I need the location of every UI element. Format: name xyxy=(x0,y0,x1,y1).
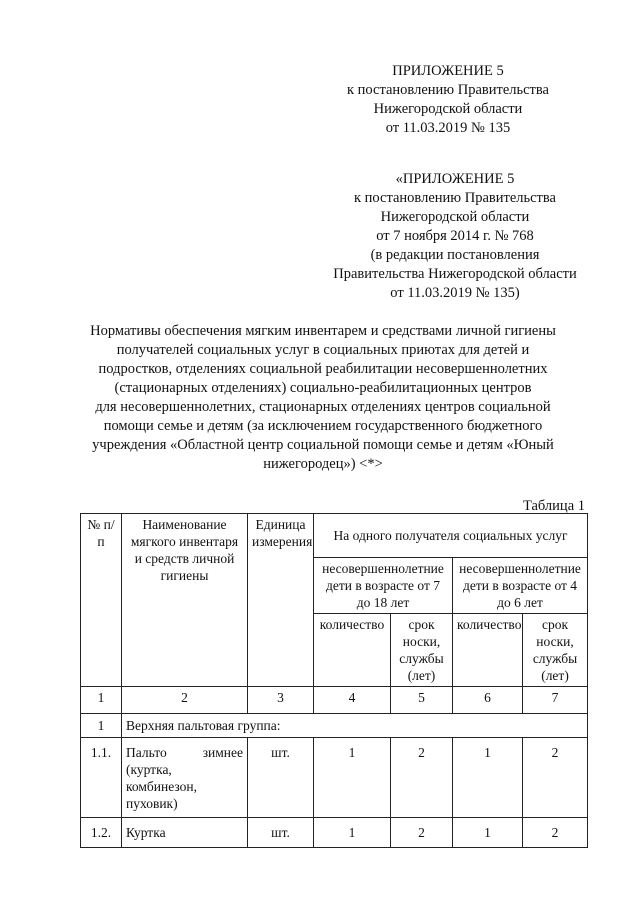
header-group-4-6: несовершеннолетние дети в возрасте от 4 до 6 лет xyxy=(453,558,588,614)
title-line: (стационарных отделениях) социально-реабилитационных центров xyxy=(114,380,532,396)
row-num: 1.1. xyxy=(81,738,122,818)
row-term: 2 xyxy=(391,818,453,848)
row-name-part: Пальто xyxy=(126,745,167,760)
column-number: 2 xyxy=(122,687,248,714)
header-qty: количество xyxy=(314,614,391,687)
header-qty: количество xyxy=(453,614,523,687)
header-term: срок носки, службы (лет) xyxy=(523,614,588,687)
appendix-title: ПРИЛОЖЕНИЕ 5 xyxy=(392,63,504,79)
header-term: срок носки, службы (лет) xyxy=(391,614,453,687)
title-line: помощи семье и детям (за исключением государственного бюджетного xyxy=(103,418,543,434)
row-num: 1.2. xyxy=(81,818,122,848)
title-line: нижегородец») <*> xyxy=(263,456,383,472)
title-line: получателей социальных услуг в социальных приютах для детей и xyxy=(116,342,530,358)
row-name xyxy=(122,738,248,818)
document-title xyxy=(78,322,568,474)
row-term: 2 xyxy=(523,818,588,848)
row-qty: 1 xyxy=(314,738,391,818)
row-name-rest: (куртка, комбинезон, пуховик) xyxy=(126,762,197,811)
row-qty: 1 xyxy=(314,818,391,848)
row-unit: шт. xyxy=(248,818,314,848)
row-name-part: Куртка xyxy=(126,825,166,840)
header-name: Наименование мягкого инвентаря и средств личной гигиены xyxy=(122,514,248,687)
section-label: Верхняя пальтовая группа: xyxy=(122,714,588,738)
appendix-date: от 11.03.2019 № 135 xyxy=(385,120,511,136)
row-qty: 1 xyxy=(453,818,523,848)
appendix-line: Нижегородской области xyxy=(380,209,530,225)
column-numbers-row xyxy=(81,687,588,714)
column-number: 5 xyxy=(391,687,453,714)
table-row xyxy=(81,738,588,818)
title-line: Нормативы обеспечения мягким инвентарем и средствами личной гигиены xyxy=(90,323,556,339)
appendix-title: «ПРИЛОЖЕНИЕ 5 xyxy=(395,171,515,187)
row-term: 2 xyxy=(391,738,453,818)
row-qty: 1 xyxy=(453,738,523,818)
appendix-line: Правительства Нижегородской области xyxy=(333,266,577,282)
row-term: 2 xyxy=(523,738,588,818)
title-line: учреждения «Областной центр социальной помощи семье и детям «Юный xyxy=(92,437,554,453)
title-line: подростков, отделениях социальной реабилитации несовершеннолетних xyxy=(98,361,548,377)
appendix-date: от 11.03.2019 № 135) xyxy=(390,285,520,301)
row-name-part: зимнее xyxy=(202,745,243,760)
appendix-date: от 7 ноября 2014 г. № 768 xyxy=(376,228,534,244)
column-number: 4 xyxy=(314,687,391,714)
section-row xyxy=(81,714,588,738)
header-group-7-18: несовершеннолетние дети в возрасте от 7 до 18 лет xyxy=(314,558,453,614)
row-name xyxy=(122,818,248,848)
column-number: 6 xyxy=(453,687,523,714)
norms-table xyxy=(80,513,588,848)
appendix-line: (в редакции постановления xyxy=(370,247,540,263)
appendix-header xyxy=(330,62,566,138)
column-number: 3 xyxy=(248,687,314,714)
header-num: № п/п xyxy=(81,514,122,687)
column-number: 1 xyxy=(81,687,122,714)
table-label: Таблица 1 xyxy=(522,498,585,514)
original-appendix-header xyxy=(320,170,590,303)
column-number: 7 xyxy=(523,687,588,714)
appendix-line: к постановлению Правительства xyxy=(347,82,549,98)
section-num: 1 xyxy=(81,714,122,738)
appendix-line: к постановлению Правительства xyxy=(354,190,556,206)
header-per-recipient: На одного получателя социальных услуг xyxy=(314,514,588,558)
title-line: для несовершеннолетних, стационарных отделениях центров социальной xyxy=(95,399,551,415)
header-unit: Единица измерения xyxy=(248,514,314,687)
table-row xyxy=(81,818,588,848)
appendix-line: Нижегородской области xyxy=(373,101,523,117)
row-unit: шт. xyxy=(248,738,314,818)
